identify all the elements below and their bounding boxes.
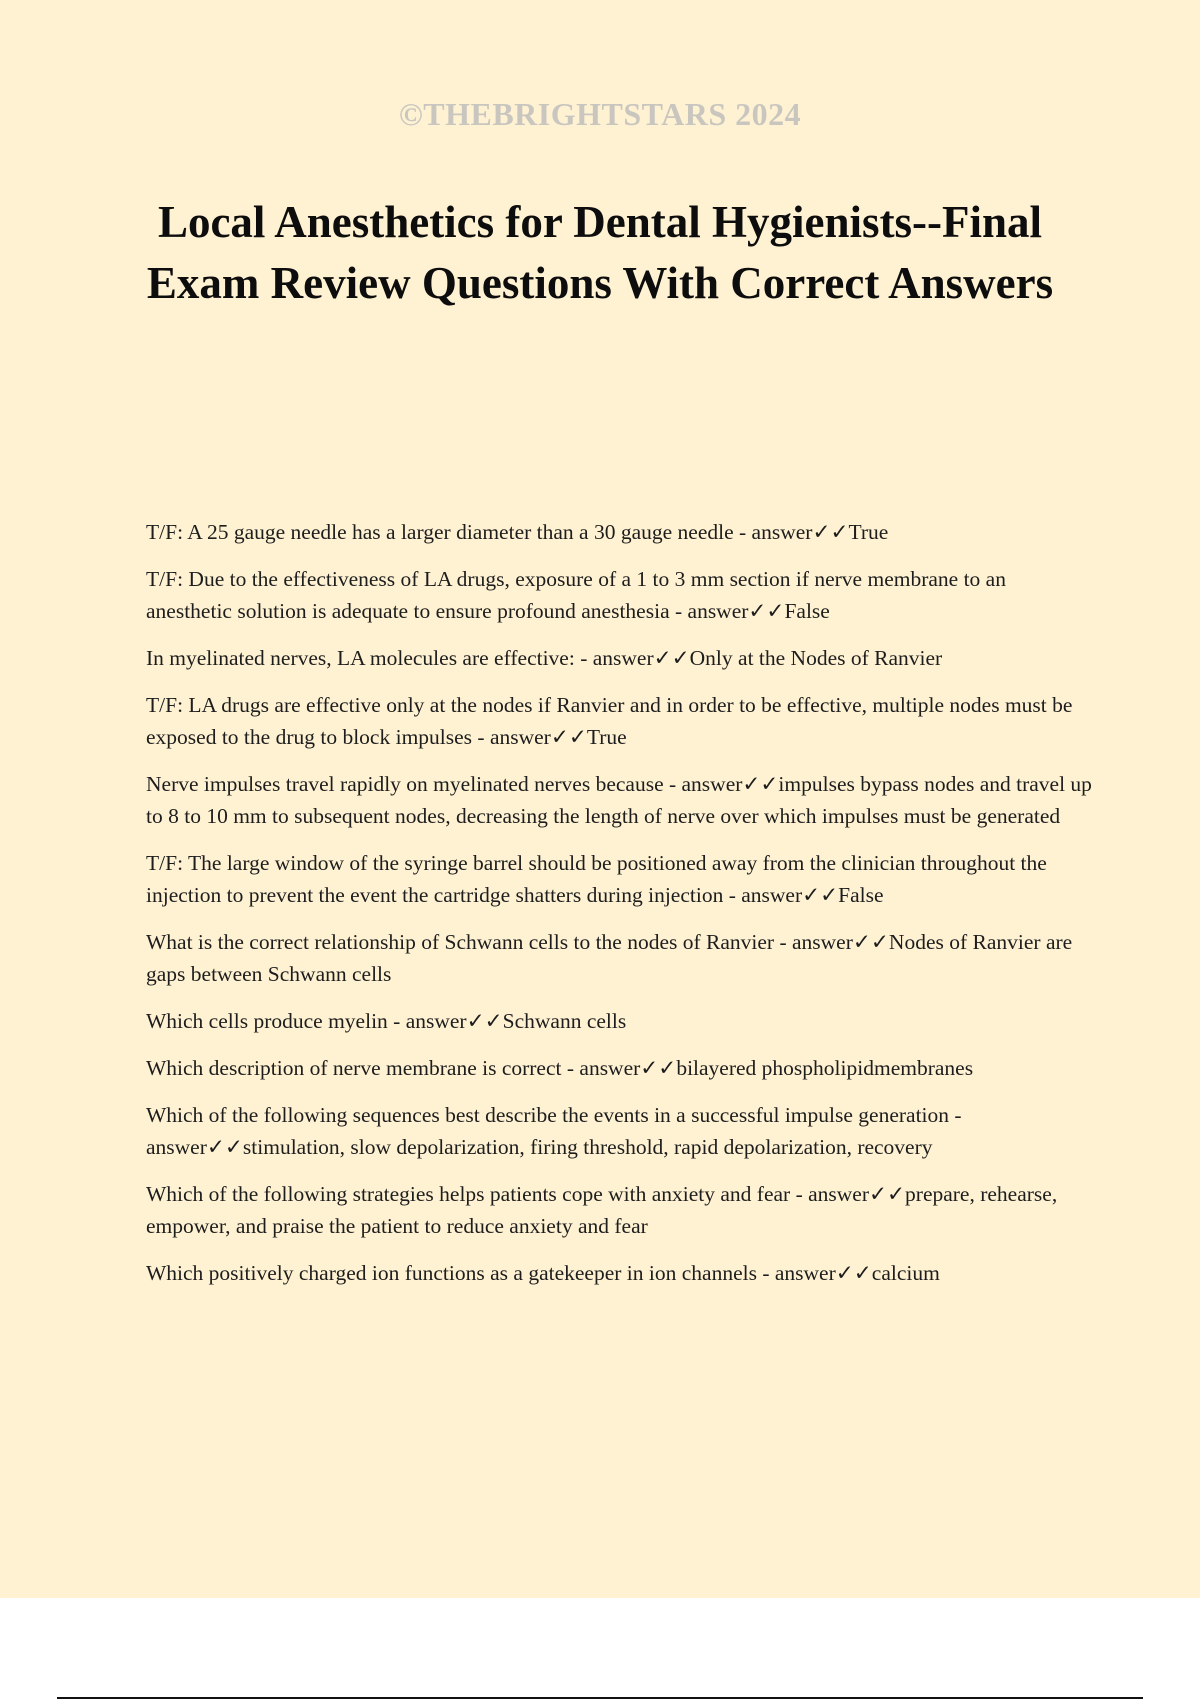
copyright-watermark: ©THEBRIGHTSTARS 2024: [398, 96, 802, 132]
qa-item: What is the correct relationship of Schwann cells to the nodes of Ranvier - answer✓✓Nodes of Ranvier are gaps between Schwann cells: [146, 930, 1073, 986]
qa-item: T/F: LA drugs are effective only at the nodes if Ranvier and in order to be effective, multiple nodes must be exposed to the drug to block impulses - answer✓✓True: [146, 693, 1073, 749]
document-title: Local Anesthetics for Dental Hygienists--Final Exam Review Questions With Correct Answers: [146, 197, 1054, 308]
footer-divider: [57, 1697, 1143, 1699]
qa-item: T/F: The large window of the syringe barrel should be positioned away from the clinician throughout the injection to prevent the event the cartridge shatters during injection - answer✓✓False: [146, 851, 1047, 907]
qa-item: Nerve impulses travel rapidly on myelinated nerves because - answer✓✓impulses bypass nodes and travel up to 8 to 10 mm to subsequent nodes, decreasing the length of nerve over which impulses must be generated: [146, 772, 1092, 828]
qa-item: Which of the following strategies helps patients cope with anxiety and fear - answer✓✓prepare, rehearse, empower, and praise the patient to reduce anxiety and fear: [146, 1182, 1058, 1238]
qa-item: Which positively charged ion functions as a gatekeeper in ion channels - answer✓✓calcium: [146, 1261, 940, 1285]
question-answer-list: [146, 516, 1096, 1304]
qa-item: T/F: Due to the effectiveness of LA drugs, exposure of a 1 to 3 mm section if nerve membrane to an anesthetic solution is adequate to ensure profound anesthesia - answer✓✓False: [146, 567, 1006, 623]
qa-item: T/F: A 25 gauge needle has a larger diameter than a 30 gauge needle - answer✓✓True: [146, 520, 889, 544]
qa-item: Which cells produce myelin - answer✓✓Schwann cells: [146, 1009, 627, 1033]
qa-item: In myelinated nerves, LA molecules are effective: - answer✓✓Only at the Nodes of Ranvier: [146, 646, 943, 670]
qa-item: Which of the following sequences best describe the events in a successful impulse generation - answer✓✓stimulation, slow depolarization, firing threshold, rapid depolarization, recovery: [146, 1103, 962, 1159]
qa-item: Which description of nerve membrane is correct - answer✓✓bilayered phospholipidmembranes: [146, 1056, 974, 1080]
